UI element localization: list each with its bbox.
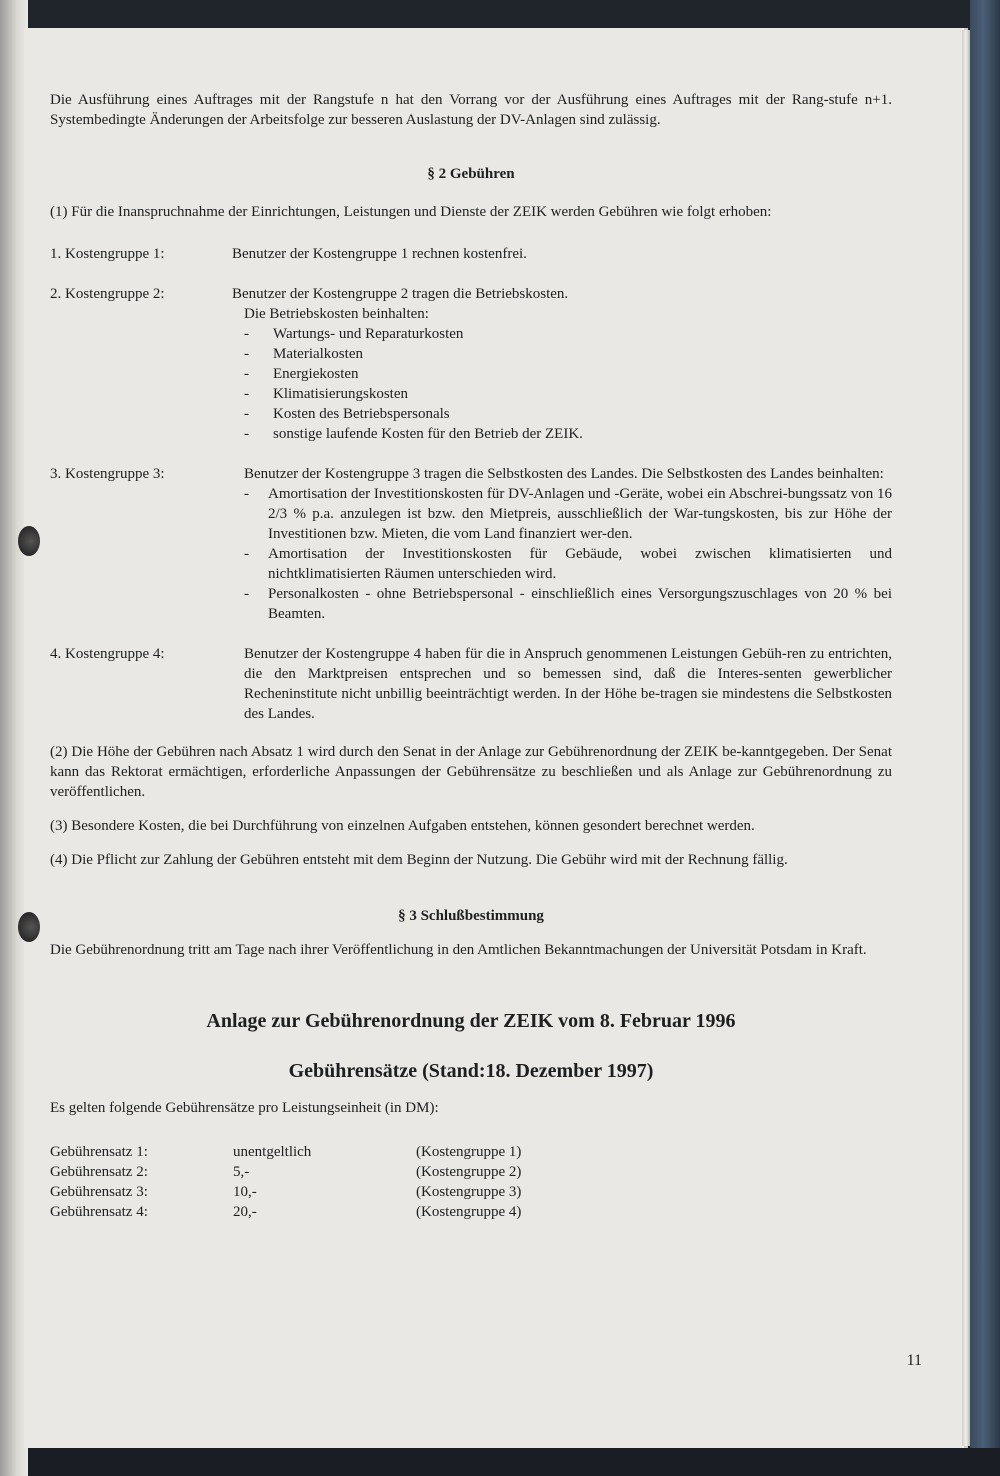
- rate-name: Gebührensatz 4:: [50, 1204, 148, 1220]
- annex-title: Anlage zur Gebührenordnung der ZEIK vom 8. Februar 1996: [206, 1010, 736, 1032]
- cost-group-text: Benutzer der Kostengruppe 4 haben für die in Anspruch genommenen Leistungen Gebüh-ren zu entrichten, die den Marktpreisen entsprechen und so bemessen sind, daß die Interes-senten gewerblicher Recheninstitute nicht unbillig beeinträchtigt werden. In der Höhe be-tragen sie mindestens die Selbstkosten des Landes.: [244, 646, 892, 722]
- cost-items-list: [244, 324, 892, 444]
- cost-group-text: Benutzer der Kostengruppe 2 tragen die Betriebskosten.: [232, 286, 569, 302]
- cost-group-2: [50, 284, 892, 444]
- cost-group-label: 3. Kostengruppe 3:: [50, 466, 165, 482]
- rate-value: 5,-: [233, 1164, 250, 1180]
- rate-group: (Kostengruppe 1): [416, 1144, 522, 1160]
- cost-group-body: [232, 464, 892, 624]
- rate-value: 10,-: [233, 1184, 257, 1200]
- page-content: [50, 90, 892, 1222]
- cover-bottom: [28, 1448, 1000, 1476]
- rate-group: (Kostengruppe 4): [416, 1204, 522, 1220]
- list-item: - Wartungs- und Reparaturkosten: [244, 326, 464, 342]
- rate-value: unentgeltlich: [233, 1144, 312, 1160]
- rate-value: 20,-: [233, 1204, 257, 1220]
- cost-group-label: 1. Kostengruppe 1:: [50, 246, 165, 262]
- section-2-heading: § 2 Gebühren: [427, 166, 515, 182]
- section-2-paragraph-2: (2) Die Höhe der Gebühren nach Absatz 1 wird durch den Senat in der Anlage zur Gebührenordnung der ZEIK be-kanntgegeben. Der Senat kann das Rektorat ermächtigen, erforderliche Anpassungen der Gebührensätze zu beschließen und als Anlage zur Gebührenordnung zu veröffentlichen.: [50, 744, 892, 800]
- annex-subtitle: Gebührensätze (Stand:18. Dezember 1997): [288, 1060, 654, 1082]
- cost-group-text: Benutzer der Kostengruppe 1 rechnen kostenfrei.: [232, 246, 527, 262]
- punch-hole-top: [18, 526, 40, 556]
- page-number: 11: [906, 1352, 922, 1369]
- list-item: - Materialkosten: [244, 346, 363, 362]
- list-item: - sonstige laufende Kosten für den Betrieb der ZEIK.: [244, 426, 583, 442]
- section-3-paragraph: Die Gebührenordnung tritt am Tage nach ihrer Veröffentlichung in den Amtlichen Bekanntmachungen der Universität Potsdam in Kraft.: [50, 942, 867, 958]
- rate-name: Gebührensatz 3:: [50, 1184, 148, 1200]
- cost-group-1: [50, 244, 892, 264]
- cost-group-3: [50, 464, 892, 624]
- list-item: - Kosten des Betriebspersonals: [244, 406, 450, 422]
- cost-items-list: [244, 484, 892, 624]
- rate-name: Gebührensatz 1:: [50, 1144, 148, 1160]
- list-item: - Amortisation der Investitionskosten für Gebäude, wobei zwischen klimatisierten und nichtklimatisierten Räumen unterschieden wird.: [244, 546, 892, 582]
- list-item: - Personalkosten - ohne Betriebspersonal - einschließlich eines Versorgungszuschlages von 20 % bei Beamten.: [244, 586, 892, 622]
- annex-intro: Es gelten folgende Gebührensätze pro Leistungseinheit (in DM):: [50, 1100, 439, 1116]
- cost-group-label: 2. Kostengruppe 2:: [50, 286, 165, 302]
- section-3-heading: § 3 Schlußbestimmung: [398, 908, 544, 924]
- intro-paragraph: Die Ausführung eines Auftrages mit der Rangstufe n hat den Vorrang vor der Ausführung eines Auftrages mit der Rang-stufe n+1. Systembedingte Änderungen der Arbeitsfolge zur besseren Auslastung der DV-Anlagen sind zulässig.: [50, 92, 892, 128]
- cost-group-subtext: Die Betriebskosten beinhalten:: [244, 306, 429, 322]
- list-item: - Amortisation der Investitionskosten für DV-Anlagen und -Geräte, wobei ein Abschrei-bungssatz von 16 2/3 % p.a. anzulegen ist bzw. den Mietpreis, ausschließlich der War-tungskosten, bis zur Höhe der Investitionen bzw. Mieten, die vom Land finanziert wer-den.: [244, 486, 892, 542]
- section-2-paragraph-4: (4) Die Pflicht zur Zahlung der Gebühren entsteht mit dem Beginn der Nutzung. Die Gebühr wird mit der Rechnung fällig.: [50, 852, 788, 868]
- rate-group: (Kostengruppe 3): [416, 1184, 522, 1200]
- cost-group-body: [232, 284, 892, 444]
- cost-group-label: 4. Kostengruppe 4:: [50, 646, 165, 662]
- section-2-paragraph-3: (3) Besondere Kosten, die bei Durchführung von einzelnen Aufgaben entstehen, können gesondert berechnet werden.: [50, 818, 755, 834]
- cover-right: [970, 0, 1000, 1476]
- cost-group-body: [232, 644, 892, 724]
- list-item: - Energiekosten: [244, 366, 359, 382]
- cost-group-4: [50, 644, 892, 724]
- section-2-paragraph-1: (1) Für die Inanspruchnahme der Einrichtungen, Leistungen und Dienste der ZEIK werden Gebühren wie folgt erhoben:: [50, 204, 772, 220]
- list-item: - Klimatisierungskosten: [244, 386, 408, 402]
- cost-group-text: Benutzer der Kostengruppe 3 tragen die Selbstkosten des Landes. Die Selbstkosten des Landes beinhalten:: [244, 466, 884, 482]
- rate-group: (Kostengruppe 2): [416, 1164, 522, 1180]
- rates-table: [50, 1142, 892, 1222]
- cover-top: [28, 0, 1000, 30]
- punch-hole-bottom: [18, 912, 40, 942]
- rate-name: Gebührensatz 2:: [50, 1164, 148, 1180]
- page-edge: [962, 30, 970, 1446]
